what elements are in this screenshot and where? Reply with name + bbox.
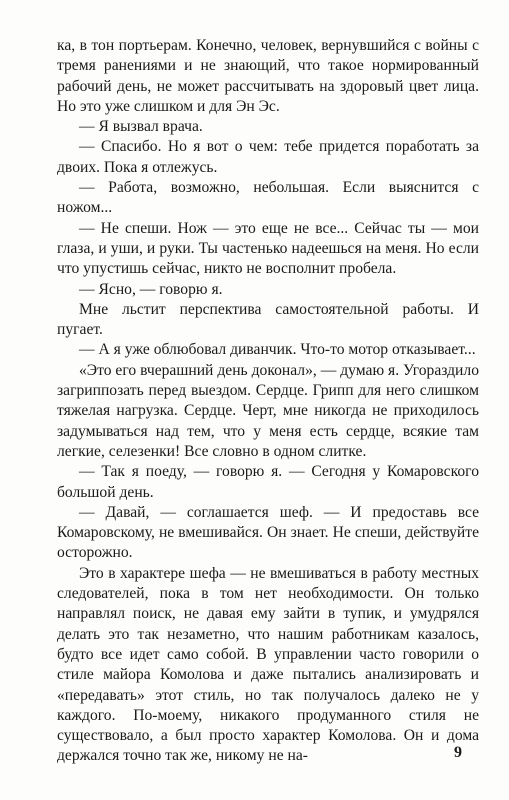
paragraph: — Работа, возможно, небольшая. Если выяснится с ножом... — [57, 179, 479, 217]
body-text — [57, 36, 479, 767]
paragraph: — А я уже облюбовал диванчик. Что-то мотор отказывает... — [79, 341, 476, 359]
paragraph: — Ясно, — говорю я. — [79, 280, 223, 298]
paragraph: — Давай, — соглашается шеф. — И предоставь все Комаровскому, не вмешивайся. Он знает. Не спеши, действуйте осторожно. — [57, 503, 479, 562]
paragraph: — Не спеши. Нож — это еще не все... Сейчас ты — мои глаза, и уши, и руки. Ты частенько надеешься на меня. Но если что упустишь сейчас, никто не восполнит пробела. — [57, 219, 479, 278]
paragraph: — Так я поеду, — говорю я. — Сегодня у Комаровского большой день. — [57, 463, 479, 501]
page-number: 9 — [454, 744, 462, 761]
paragraph: ка, в тон портьерам. Конечно, человек, вернувшийся с войны с тремя ранениями и не знающий, что такое нормированный рабочий день, не может рассчитывать на здоровый цвет лица. Но это уже слишком и для Эн Эс. — [57, 37, 479, 115]
paragraph: Мне льстит перспектива самостоятельной работы. И пугает. — [57, 300, 479, 339]
paragraph: — Я вызвал врача. — [79, 118, 203, 136]
paragraph: «Это его вчерашний день доконал», — думаю я. Угораздило загриппозать перед выездом. Сердце. Грипп для него слишком тяжелая нагрузка. Сердце. Черт, мне никогда не приходилось задумываться над тем, что у меня есть сердце, всякие там легкие, селезенки! Все словно в одном слитке. — [57, 361, 479, 460]
paragraph: Это в характере шефа — не вмешиваться в работу местных следователей, пока в том нет необходимости. Он только направлял поиск, не давая ему зайти в тупик, и умудрялся делать это так незаметно, что нашим работникам казалось, будто все идет само собой. В управлении часто говорили о стиле майора Комолова и даже пытались анализировать и «передавать» этот стиль, но так получалось далеко не у каждого. По-моему, никакого продуманного стиля не существовало, а был просто характер Комолова. Он и дома держался точно так же, никому не на- — [57, 564, 479, 765]
paragraph: — Спасибо. Но я вот о чем: тебе придется поработать за двоих. Пока я отлежусь. — [57, 138, 479, 176]
